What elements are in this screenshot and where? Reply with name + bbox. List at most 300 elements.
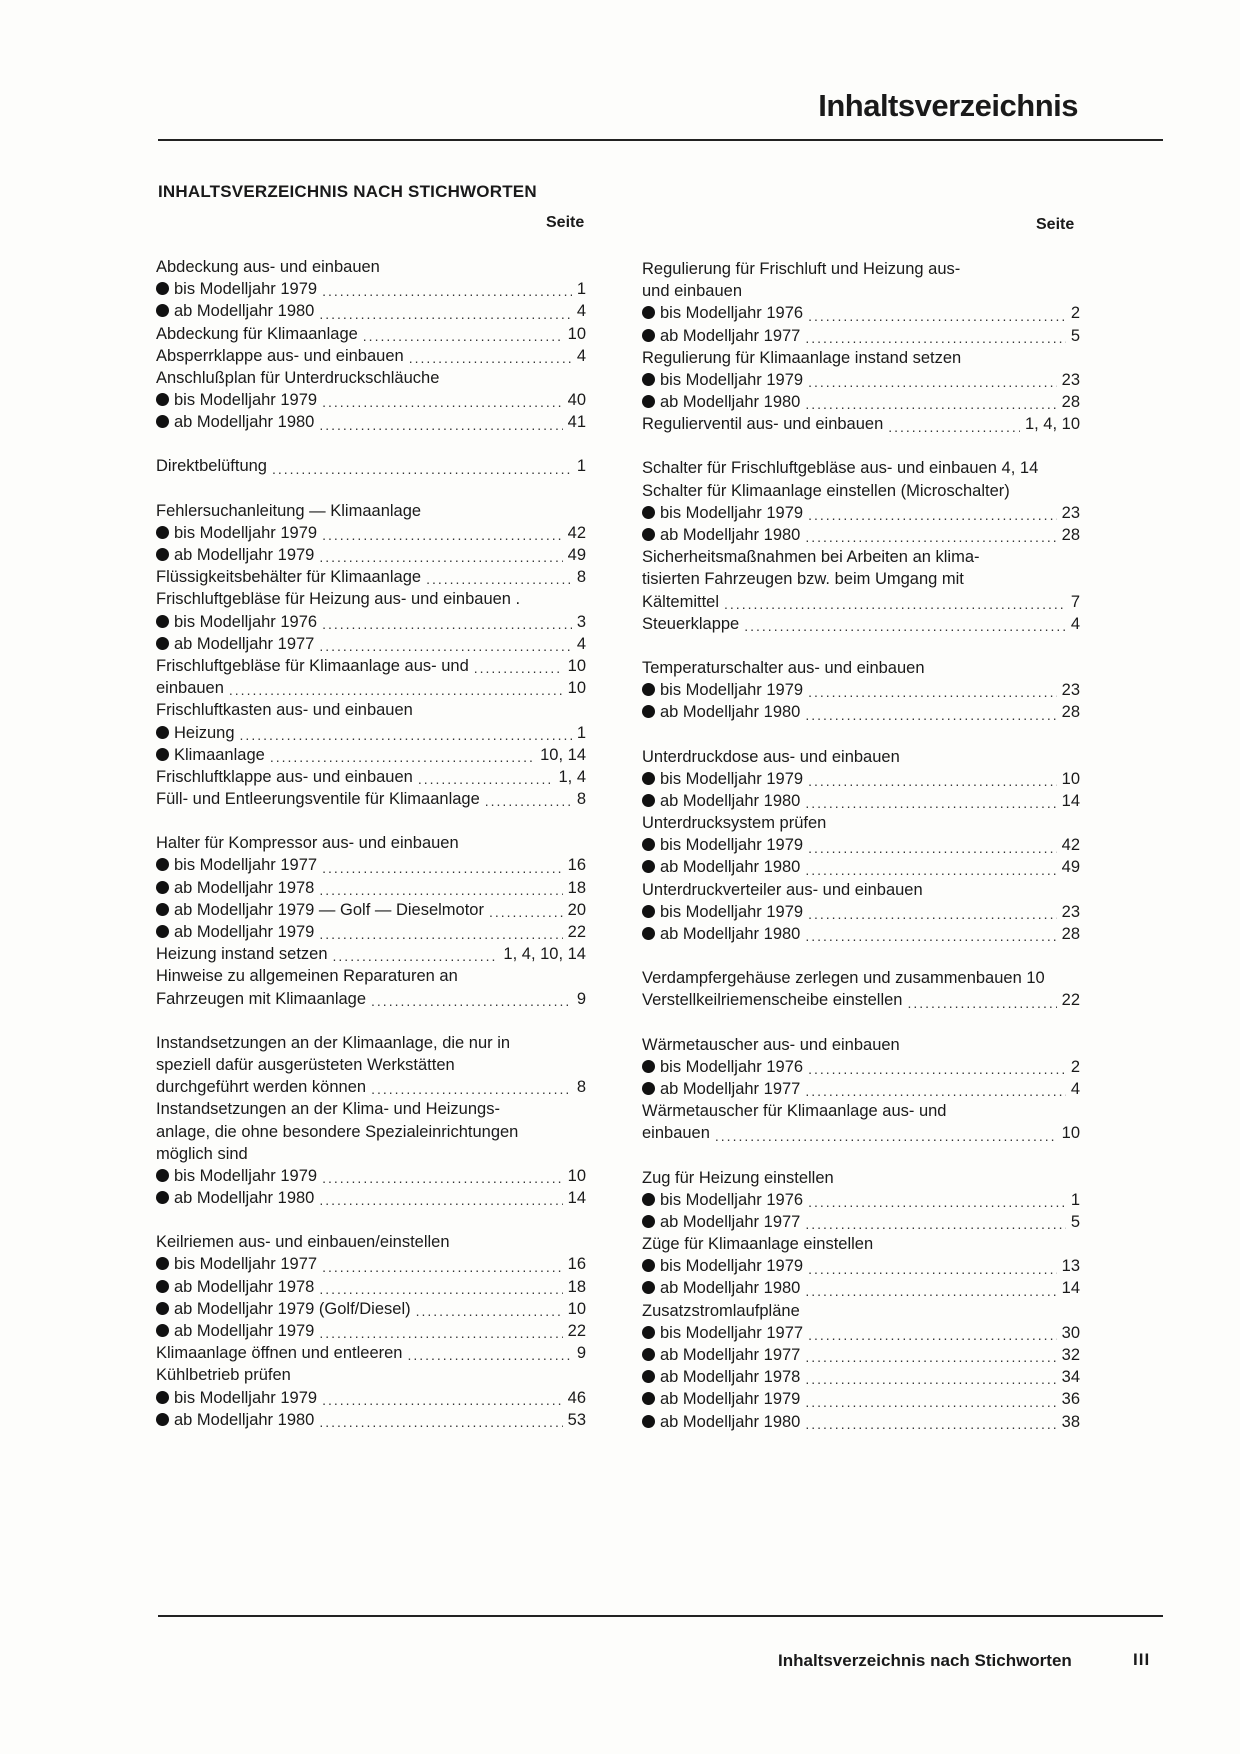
index-page-number: 8 [576, 568, 586, 587]
index-entry-text [156, 323, 358, 345]
index-entry [156, 832, 586, 854]
index-page-number: 22 [567, 1322, 586, 1341]
index-entry-text [642, 258, 960, 280]
bullet-icon [156, 1257, 169, 1270]
index-entry-text [156, 1276, 314, 1298]
bottom-rule [158, 1615, 1163, 1617]
dot-leader [371, 1080, 572, 1098]
dot-leader [240, 726, 572, 744]
index-entry [642, 790, 1080, 812]
dot-leader [319, 416, 562, 434]
bullet-icon [642, 927, 655, 940]
footer-title: Inhaltsverzeichnis nach Stichworten [778, 1651, 1072, 1670]
bullet-icon [156, 548, 169, 561]
index-entry [156, 1298, 586, 1320]
index-entry-label: Frischluftgebläse für Klimaanlage aus- und [156, 656, 469, 675]
dot-leader [808, 683, 1057, 701]
index-entry-text [642, 1300, 800, 1322]
index-entry-label: Absperrklappe aus- und einbauen [156, 346, 404, 365]
index-entry-label: ab Modelljahr 1977 [660, 326, 801, 345]
index-page-number: 3 [576, 612, 586, 631]
index-page-number: 1, 4, 10 [1024, 415, 1080, 434]
bullet-icon [642, 528, 655, 541]
index-entry-label: Klimaanlage [174, 745, 265, 764]
index-entry [642, 391, 1080, 413]
index-entry-text [156, 766, 413, 788]
index-entry [156, 544, 586, 566]
index-entry-label: Schalter für Klimaanlage einstellen (Microschalter) [642, 481, 1010, 500]
index-entry-label: möglich sind [156, 1144, 248, 1163]
index-entry [642, 1233, 1080, 1255]
footer-page-number: III [1133, 1650, 1151, 1669]
dot-leader [805, 329, 1065, 347]
index-entry-text [642, 1211, 800, 1233]
index-page-number: 23 [1061, 370, 1080, 389]
index-entry-text [156, 1409, 314, 1431]
index-entry-text [156, 943, 328, 965]
index-entry-text [642, 1167, 834, 1189]
index-entry [642, 258, 1080, 280]
index-entry-text [156, 256, 380, 278]
index-page-number: 49 [1061, 858, 1080, 877]
bullet-icon [642, 373, 655, 386]
index-entry-text [642, 1189, 803, 1211]
index-entry-label: Schalter für Frischluftgebläse aus- und einbauen 4, 14 [642, 459, 1039, 478]
dot-leader [805, 1215, 1065, 1233]
dot-leader [270, 748, 535, 766]
index-page-number: 23 [1061, 681, 1080, 700]
index-entry [642, 746, 1080, 768]
dot-leader [907, 994, 1056, 1012]
dot-leader [808, 1260, 1057, 1278]
dot-leader [808, 307, 1066, 325]
index-page-number: 1 [576, 723, 586, 742]
bullet-icon [156, 526, 169, 539]
dot-leader [418, 770, 554, 788]
dot-leader [319, 925, 562, 943]
index-entry [156, 300, 586, 322]
dot-leader [474, 659, 563, 677]
bullet-icon [156, 1413, 169, 1426]
index-entry-text [156, 1298, 411, 1320]
index-entry-text [642, 1122, 710, 1144]
index-entry-text [156, 1253, 317, 1275]
index-entry [642, 458, 1080, 480]
index-entry [156, 1276, 586, 1298]
index-entry-label: Unterdrucksystem prüfen [642, 814, 827, 833]
index-entry-text [642, 1034, 900, 1056]
index-entry [156, 566, 586, 588]
index-entry [642, 1366, 1080, 1388]
dot-leader [808, 772, 1057, 790]
bullet-icon [156, 1302, 169, 1315]
bullet-icon [156, 1169, 169, 1182]
index-entry-text [156, 1054, 455, 1076]
index-entry [642, 325, 1080, 347]
index-entry-label: ab Modelljahr 1980 [660, 703, 801, 722]
index-entry-text [156, 611, 317, 633]
index-entry-text [642, 812, 826, 834]
index-entry-text [642, 679, 803, 701]
index-entry-text [156, 988, 366, 1010]
index-page-number: 14 [1061, 1279, 1080, 1298]
index-entry-text [156, 300, 314, 322]
index-page-number: 49 [567, 546, 586, 565]
index-entry-text [642, 790, 800, 812]
index-entry-text [156, 699, 413, 721]
index-page-number: 9 [576, 989, 586, 1008]
index-entry [156, 766, 586, 788]
index-entry [642, 613, 1080, 635]
bullet-icon [642, 1082, 655, 1095]
index-entry-text [642, 325, 800, 347]
dot-leader [805, 706, 1056, 724]
bullet-icon [156, 637, 169, 650]
index-entry-text [642, 502, 803, 524]
index-entry [642, 369, 1080, 391]
bullet-icon [156, 282, 169, 295]
index-page-number: 14 [1061, 791, 1080, 810]
index-page-number: 32 [1061, 1346, 1080, 1365]
index-entry-label: bis Modelljahr 1979 [660, 902, 804, 921]
dot-leader [322, 859, 563, 877]
dot-leader [319, 1324, 562, 1342]
index-entry-text [156, 1231, 450, 1253]
dot-leader [805, 1348, 1056, 1366]
index-page-number: 1, 4, 10, 14 [503, 945, 586, 964]
index-page-number: 10 [1061, 769, 1080, 788]
index-entry [642, 1078, 1080, 1100]
index-entry [156, 1098, 586, 1120]
index-page-number: 46 [567, 1388, 586, 1407]
index-entry-text [642, 302, 803, 324]
index-entry-label: ab Modelljahr 1980 [174, 1189, 315, 1208]
index-entry-label: Hinweise zu allgemeinen Reparaturen an [156, 967, 458, 986]
index-entry-label: ab Modelljahr 1978 [174, 1277, 315, 1296]
bullet-icon [156, 726, 169, 739]
dot-leader [319, 548, 562, 566]
index-entry [156, 1364, 586, 1386]
index-entry-text [156, 899, 484, 921]
index-page-number: 22 [1061, 991, 1080, 1010]
index-entry [156, 1254, 586, 1276]
index-entry-label: Zusatzstromlaufpläne [642, 1301, 800, 1320]
index-entry [156, 877, 586, 899]
index-entry-text [642, 568, 964, 590]
index-entry-text [642, 1255, 803, 1277]
index-page-number: 40 [567, 391, 586, 410]
index-entry [642, 768, 1080, 790]
index-entry-text [156, 854, 317, 876]
index-entry [156, 655, 586, 677]
index-entry-text [642, 834, 803, 856]
bullet-icon [642, 860, 655, 873]
index-entry [642, 347, 1080, 369]
index-entry [156, 345, 586, 367]
index-entry-text [642, 923, 800, 945]
index-group [642, 1167, 1080, 1433]
index-entry [642, 568, 1080, 590]
index-column-right [642, 258, 1080, 1455]
index-entry-text [642, 989, 902, 1011]
dot-leader [808, 506, 1057, 524]
index-entry-label: einbauen [156, 679, 224, 698]
index-entry [156, 323, 586, 345]
index-entry-text [156, 278, 317, 300]
index-page-number: 13 [1061, 1257, 1080, 1276]
index-page-number: 53 [567, 1410, 586, 1429]
dot-leader [319, 637, 571, 655]
dot-leader [888, 418, 1020, 436]
index-entry-label: durchgeführt werden können [156, 1078, 367, 1097]
index-entry-label: Unterdruckdose aus- und einbauen [642, 747, 900, 766]
index-entry-label: Direktbelüftung [156, 457, 267, 476]
index-entry [156, 278, 586, 300]
dot-leader [371, 992, 572, 1010]
index-group [156, 256, 586, 434]
dot-leader [407, 1346, 571, 1364]
index-entry-text [642, 879, 923, 901]
bullet-icon [642, 1326, 655, 1339]
index-entry [156, 500, 586, 522]
index-entry-label: Kühlbetrieb prüfen [156, 1366, 291, 1385]
bullet-icon [156, 858, 169, 871]
index-entry [642, 923, 1080, 945]
index-entry-label: bis Modelljahr 1977 [660, 1323, 804, 1342]
index-page-number: 41 [567, 413, 586, 432]
index-entry-text [156, 455, 267, 477]
index-entry-text [156, 411, 314, 433]
index-page-number: 8 [576, 790, 586, 809]
index-entry [642, 1189, 1080, 1211]
index-entry-label: ab Modelljahr 1980 [174, 1410, 315, 1429]
dot-leader [319, 1413, 562, 1431]
bullet-icon [156, 881, 169, 894]
index-entry [156, 1342, 586, 1364]
bullet-icon [156, 615, 169, 628]
index-page-number: 16 [567, 856, 586, 875]
page-header-title: Inhaltsverzeichnis [818, 88, 1078, 123]
index-page-number: 5 [1070, 326, 1080, 345]
index-group [642, 746, 1080, 946]
index-entry-text [642, 856, 800, 878]
index-entry [642, 1034, 1080, 1056]
index-entry [642, 857, 1080, 879]
index-entry [642, 1278, 1080, 1300]
index-entry-label: ab Modelljahr 1979 [174, 1322, 315, 1341]
index-entry [156, 988, 586, 1010]
index-entry-text [642, 413, 883, 435]
dot-leader [322, 282, 572, 300]
index-entry-text [642, 280, 742, 302]
index-entry-label: anlage, die ohne besondere Spezialeinrichtungen [156, 1122, 519, 1141]
index-entry-label: Temperaturschalter aus- und einbauen [642, 658, 925, 677]
index-entry [642, 413, 1080, 435]
index-entry-text [156, 744, 265, 766]
dot-leader [322, 1169, 563, 1187]
index-entry-text [156, 1165, 317, 1187]
index-entry [642, 546, 1080, 568]
index-page-number: 28 [1061, 526, 1080, 545]
index-entry-label: Unterdruckverteiler aus- und einbauen [642, 880, 923, 899]
index-entry [642, 657, 1080, 679]
index-entry-label: ab Modelljahr 1978 [174, 878, 315, 897]
index-entry-text [642, 746, 900, 768]
index-entry [156, 367, 586, 389]
index-page-number: 7 [1070, 592, 1080, 611]
index-entry-text [642, 1233, 873, 1255]
index-group [156, 832, 586, 1010]
index-page-number: 4 [576, 634, 586, 653]
index-entry-label: ab Modelljahr 1979 [174, 546, 315, 565]
index-entry-text [156, 1143, 248, 1165]
index-entry-label: Verstellkeilriemenscheibe einstellen [642, 991, 903, 1010]
index-entry-text [642, 1056, 803, 1078]
index-entry [156, 1076, 586, 1098]
index-entry-text [156, 655, 469, 677]
index-entry-label: Heizung instand setzen [156, 945, 328, 964]
index-entry-text [156, 1076, 366, 1098]
index-entry [156, 1165, 586, 1187]
top-rule [158, 139, 1163, 141]
index-page-number: 28 [1061, 703, 1080, 722]
index-entry-label: ab Modelljahr 1980 [660, 1279, 801, 1298]
index-entry [156, 943, 586, 965]
index-entry-text [642, 613, 739, 635]
index-entry [642, 1100, 1080, 1122]
index-entry-text [642, 546, 980, 568]
index-entry-text [156, 1364, 291, 1386]
dot-leader [805, 1393, 1056, 1411]
index-page-number: 10 [567, 324, 586, 343]
index-entry-text [156, 1320, 314, 1342]
index-entry-label: ab Modelljahr 1977 [174, 634, 315, 653]
index-entry [642, 812, 1080, 834]
index-page-number: 4 [1070, 614, 1080, 633]
index-entry-label: Füll- und Entleerungsventile für Klimaanlage [156, 790, 480, 809]
index-entry-label: ab Modelljahr 1979 [174, 923, 315, 942]
bullet-icon [642, 705, 655, 718]
index-entry-text [642, 1100, 946, 1122]
index-entry-text [156, 389, 317, 411]
dot-leader [808, 1060, 1066, 1078]
index-entry-label: Regulierung für Klimaanlage instand setzen [642, 348, 962, 367]
index-entry [156, 921, 586, 943]
index-entry-label: bis Modelljahr 1977 [174, 1255, 318, 1274]
index-page-number: 10 [567, 1299, 586, 1318]
index-group [642, 258, 1080, 436]
dot-leader [416, 1302, 563, 1320]
index-group [642, 1034, 1080, 1145]
index-entry-text [156, 500, 421, 522]
index-entry-text [156, 1098, 500, 1120]
index-entry-label: ab Modelljahr 1979 (Golf/Diesel) [174, 1299, 411, 1318]
index-entry-text [642, 369, 803, 391]
index-entry-text [156, 522, 317, 544]
index-entry-text [156, 1032, 510, 1054]
index-entry-text [642, 347, 961, 369]
bullet-icon [642, 838, 655, 851]
index-entry-label: Kältemittel [642, 592, 720, 611]
index-entry [156, 456, 586, 478]
index-entry-label: ab Modelljahr 1977 [660, 1079, 801, 1098]
index-page-number: 10 [567, 656, 586, 675]
index-page-number: 38 [1061, 1412, 1080, 1431]
index-entry [156, 522, 586, 544]
index-page-number: 22 [567, 923, 586, 942]
dot-leader [322, 1391, 563, 1409]
index-entry-label: bis Modelljahr 1979 [660, 769, 804, 788]
index-entry-label: ab Modelljahr 1980 [174, 413, 315, 432]
bullet-icon [642, 1348, 655, 1361]
index-entry-text [156, 722, 235, 744]
bullet-icon [642, 794, 655, 807]
index-entry-text [156, 345, 404, 367]
index-entry [642, 1388, 1080, 1410]
index-page-number: 8 [576, 1078, 586, 1097]
dot-leader [322, 526, 563, 544]
index-page-number: 10 [1061, 1124, 1080, 1143]
index-entry-text [642, 1366, 800, 1388]
dot-leader [489, 903, 563, 921]
index-entry-text [642, 768, 803, 790]
index-entry-label: ab Modelljahr 1980 [660, 791, 801, 810]
index-entry-text [642, 967, 1045, 989]
index-entry [642, 280, 1080, 302]
bullet-icon [642, 1060, 655, 1073]
index-entry-label: Sicherheitsmaßnahmen bei Arbeiten an klima- [642, 548, 980, 567]
dot-leader [805, 861, 1056, 879]
index-page-number: 16 [567, 1255, 586, 1274]
bullet-icon [156, 1391, 169, 1404]
bullet-icon [156, 748, 169, 761]
index-page-number: 1 [576, 457, 586, 476]
index-entry-label: ab Modelljahr 1980 [174, 302, 315, 321]
dot-leader [322, 1258, 563, 1276]
index-page-number: 4 [1070, 1079, 1080, 1098]
index-entry-text [642, 1344, 800, 1366]
index-entry-text [642, 524, 800, 546]
index-entry-text [642, 901, 803, 923]
index-entry-text [642, 591, 719, 613]
index-entry [642, 1167, 1080, 1189]
index-entry-label: ab Modelljahr 1977 [660, 1346, 801, 1365]
bullet-icon [642, 1215, 655, 1228]
index-entry [156, 855, 586, 877]
index-entry-label: ab Modelljahr 1980 [660, 526, 801, 545]
bullet-icon [642, 1259, 655, 1272]
index-page-number: 10 [567, 1166, 586, 1185]
index-page-number: 10 [567, 679, 586, 698]
index-entry [642, 989, 1080, 1011]
index-page-number: 5 [1070, 1212, 1080, 1231]
index-page-number: 9 [576, 1344, 586, 1363]
index-entry-text [642, 1411, 800, 1433]
index-entry-label: bis Modelljahr 1979 [174, 523, 318, 542]
index-entry [156, 256, 586, 278]
dot-leader [426, 570, 572, 588]
index-entry-label: Fahrzeugen mit Klimaanlage [156, 989, 367, 1008]
bullet-icon [642, 1415, 655, 1428]
dot-leader [805, 1082, 1065, 1100]
dot-leader [805, 1415, 1056, 1433]
index-page-number: 1 [1070, 1190, 1080, 1209]
index-entry [642, 834, 1080, 856]
index-entry-text [156, 921, 314, 943]
dot-leader [808, 839, 1057, 857]
seite-label-right: Seite [1036, 216, 1075, 233]
bullet-icon [642, 1193, 655, 1206]
